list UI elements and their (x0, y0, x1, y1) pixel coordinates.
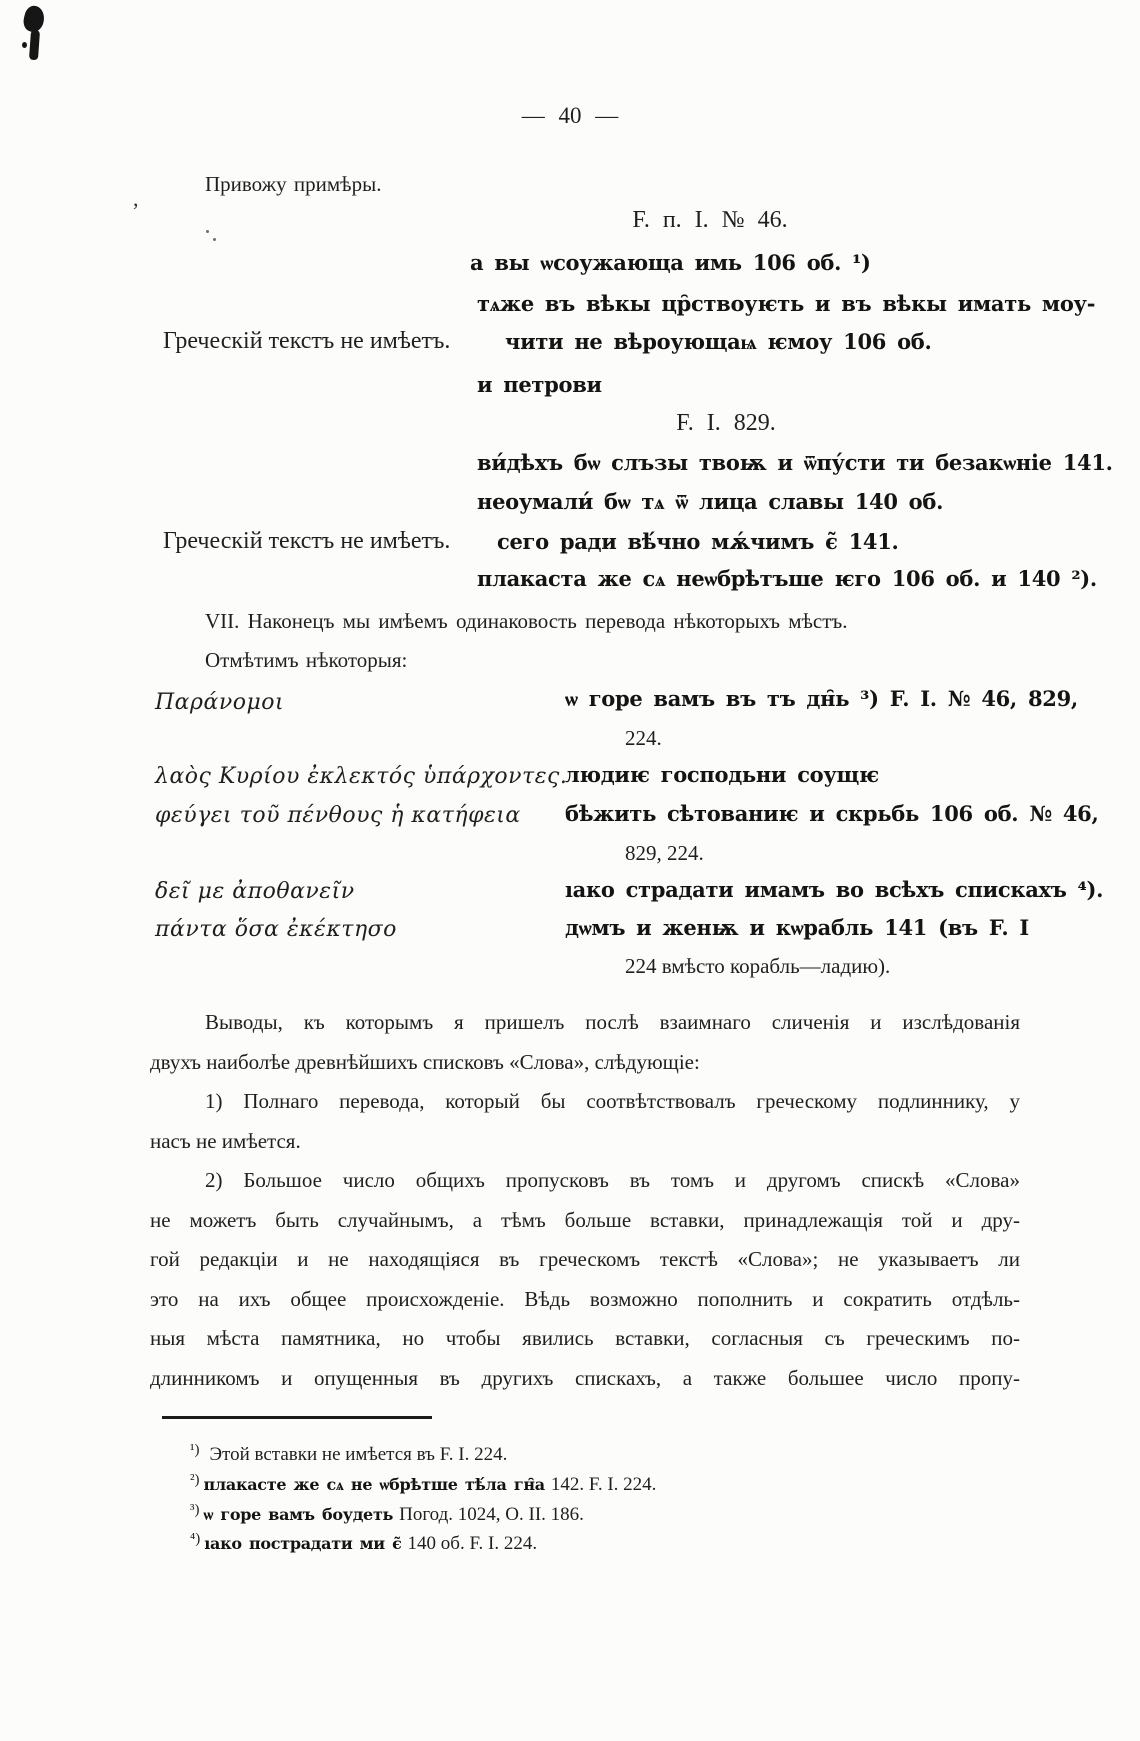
footnote-slavonic: ıако пострадати ми є̃ (204, 1534, 402, 1553)
footnote-marker: ²) (190, 1472, 200, 1488)
conclusions-line: 2) Большое число общихъ пропусковъ въ томъ и другомъ спискѣ «Слова» (205, 1168, 1020, 1192)
stray-dot (206, 230, 209, 233)
conclusions-line: длинникомъ и опущенныя въ другихъ спискахъ, а также большее число пропу- (150, 1366, 1020, 1390)
page-number: — 40 — (521, 103, 619, 128)
footnote-text: 142. F. I. 224. (550, 1474, 657, 1495)
greek-phrase: δεῖ με ἀποθανεῖν (155, 879, 355, 904)
slavonic-quote: и петрови (477, 372, 602, 397)
greek-absent-label: Греческій текстъ не имѣетъ. (163, 528, 451, 554)
conclusions-line: гой редакціи и не находящіяся въ греческомъ текстѣ «Слова»; не указываетъ ли (150, 1247, 1020, 1271)
footnote (190, 1533, 537, 1556)
slavonic-quote: ви́дѣхъ бѡ слъзы твоѭ и ѿпу́сти ти безакѡніе 141. (477, 450, 1113, 475)
manuscript-heading-f46: F. п. I. № 46. (632, 207, 788, 233)
conclusions-line: насъ не имѣется. (150, 1129, 301, 1153)
manuscript-heading-f829: F. I. 829. (676, 410, 776, 436)
footnote-marker: ¹) (190, 1442, 200, 1458)
slavonic-phrase: дѡмъ и женѭ и кѡрабль 141 (въ F. I (565, 915, 1029, 940)
reference-continuation: 829, 224. (625, 841, 704, 865)
footnote-separator (162, 1416, 432, 1419)
slavonic-quote: а вы ѡсоужающа имь 106 об. ¹) (470, 250, 871, 275)
ink-smudge (29, 30, 40, 61)
lead-sentence: Привожу примѣры. (205, 172, 382, 196)
slavonic-phrase: бѣжить сѣтованиѥ и скрьбь 106 об. № 46, (565, 801, 1099, 826)
greek-phrase: πάντα ὅσα ἐκέκτησο (155, 917, 397, 942)
slavonic-phrase: ѡ горе вамъ въ тъ дн̑ь ³) F. I. № 46, 829, (565, 686, 1078, 711)
slavonic-phrase: людиѥ господьни соущѥ (565, 762, 879, 787)
footnote (190, 1504, 584, 1527)
conclusions-line: Выводы, къ которымъ я пришелъ послѣ взаимнаго сличенія и изслѣдованія (205, 1010, 1020, 1034)
footnote-marker: ⁴) (190, 1531, 201, 1547)
footnote (190, 1444, 507, 1467)
slavonic-quote: сего ради вѣ́чно мѫ́чимъ є̃ 141. (497, 529, 899, 554)
footnote (190, 1474, 656, 1497)
greek-phrase: λαὸς Κυρίου ἐκλεκτός ὑπάρχοντες. (155, 764, 568, 789)
slavonic-quote: тѧже въ вѣкы цр̑ствоуѥть и въ вѣкы имать моу- (477, 291, 1096, 316)
greek-phrase: Παράνομοι (155, 690, 285, 715)
footnote-slavonic: плакасте же сѧ не ѡбрѣтше тѣ́ла гн̑а (203, 1475, 545, 1494)
conclusions-line: 1) Полнаго перевода, который бы соотвѣтствовалъ греческому подлиннику, у (205, 1089, 1020, 1113)
stray-dot (213, 238, 216, 241)
section-vii-sentence: VII. Наконецъ мы имѣемъ одинаковость перевода нѣкоторыхъ мѣстъ. (205, 609, 848, 633)
footnote-text: 140 об. F. I. 224. (407, 1533, 538, 1554)
footnote-text: Этой вставки не имѣется въ F. I. 224. (209, 1444, 508, 1465)
footnote-slavonic: ѡ горе вамъ боудеть (203, 1505, 394, 1524)
conclusions-line: это на ихъ общее происхожденіе. Вѣдь возможно пополнить и сократить отдѣль- (150, 1287, 1020, 1311)
conclusions-line: ныя мѣста памятника, но чтобы явились вставки, согласныя съ греческимъ по- (150, 1326, 1020, 1350)
reference-continuation: 224. (625, 726, 662, 750)
footnote-text: Погод. 1024, О. II. 186. (399, 1504, 584, 1525)
slavonic-quote: плакаста же сѧ неѡбрѣтъше ѥго 106 об. и 140 ²). (477, 566, 1097, 591)
greek-phrase: φεύγει τοῦ πένθους ἡ κατήφεια (155, 803, 521, 828)
reference-continuation: 224 вмѣсто корабль—ладию). (625, 954, 891, 978)
slavonic-quote: неоумали́ бѡ тѧ ѿ лица славы 140 об. (477, 489, 944, 514)
slavonic-phrase: ıако страдати имамъ во всѣхъ спискахъ ⁴). (565, 877, 1104, 902)
footnote-marker: ³) (190, 1502, 200, 1518)
conclusions-line: не можетъ быть случайнымъ, а тѣмъ больше вставки, принадлежащія той и дру- (150, 1208, 1020, 1232)
section-vii-note: Отмѣтимъ нѣкоторыя: (205, 648, 408, 672)
ink-smudge (22, 42, 27, 48)
slavonic-quote: чити не вѣроующаѩ ѥмоу 106 об. (505, 329, 932, 354)
conclusions-line: двухъ наиболѣе древнѣйшихъ списковъ «Слова», слѣдующіе: (150, 1050, 700, 1074)
stray-comma-mark: , (133, 186, 139, 211)
greek-absent-label: Греческій текстъ не имѣетъ. (163, 328, 451, 354)
